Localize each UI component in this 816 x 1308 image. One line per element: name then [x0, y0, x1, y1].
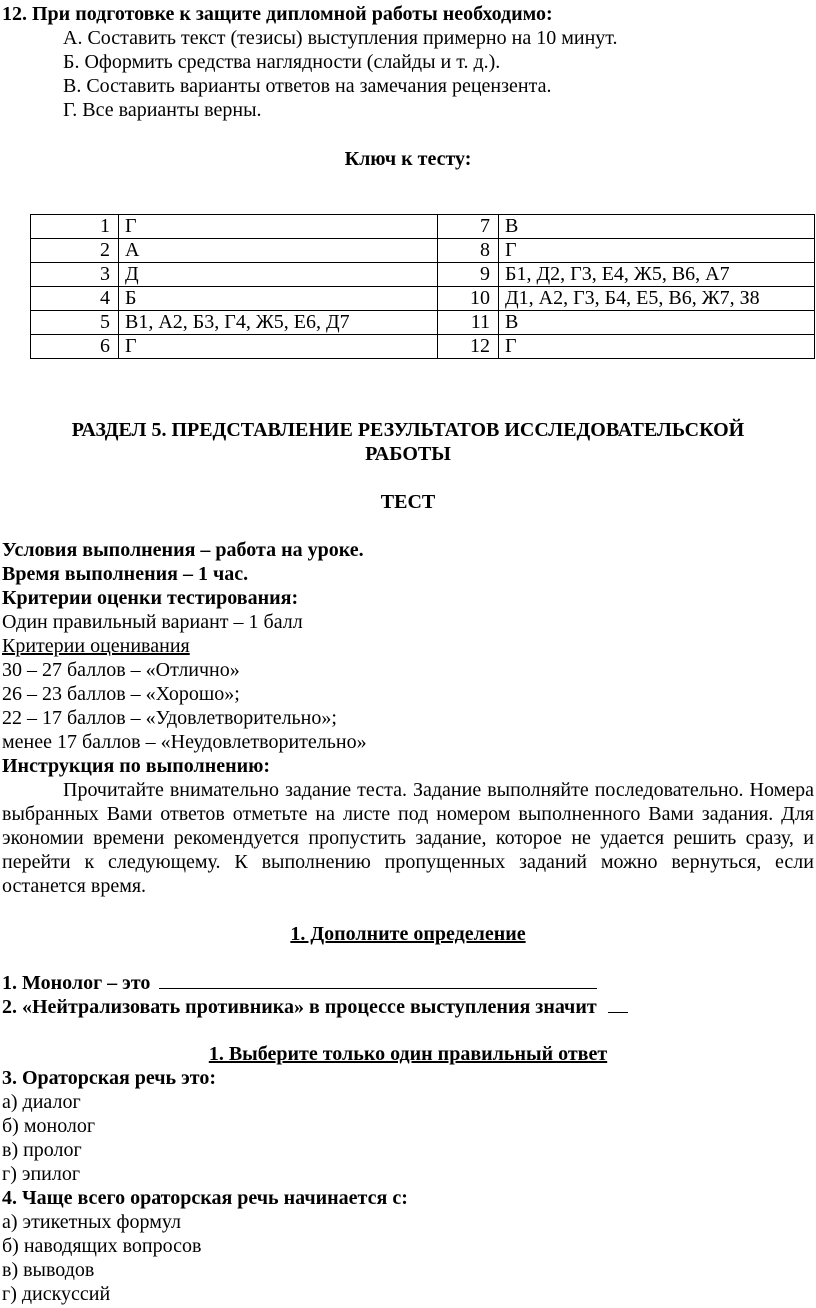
question-2-text: 2. «Нейтрализовать противника» в процессе выступления значит	[2, 996, 597, 1018]
q3-option-d: г) эпилог	[2, 1163, 81, 1185]
grade-good: 26 – 23 баллов – «Хорошо»;	[2, 683, 240, 705]
question-12: 12. При подготовке к защите дипломной работы необходимо:	[2, 3, 553, 25]
q4-option-a: а) этикетных формул	[2, 1211, 181, 1233]
part1-heading: 1. Дополните определение	[290, 923, 526, 945]
grade-satisfactory: 22 – 17 баллов – «Удовлетворительно»;	[2, 707, 337, 729]
question-1-text: 1. Монолог – это	[2, 972, 151, 994]
key-answer-cell: В	[499, 311, 815, 335]
q3-option-c: в) пролог	[2, 1139, 82, 1161]
key-number-cell: 8	[438, 239, 499, 263]
test-heading: ТЕСТ	[380, 491, 436, 513]
answer-blank-2[interactable]	[608, 994, 628, 1013]
key-answer-cell: А	[119, 239, 438, 263]
question-1	[2, 970, 597, 995]
time-text: Время выполнения – 1 час.	[2, 563, 249, 585]
conditions-text: Условия выполнения – работа на уроке.	[2, 539, 364, 561]
question-3: 3. Ораторская речь это:	[2, 1067, 216, 1089]
instruction-heading: Инструкция по выполнению:	[2, 755, 271, 777]
key-number-cell: 2	[31, 239, 119, 263]
criteria-heading: Критерии оценки тестирования:	[2, 587, 299, 609]
key-answer-cell: В1, А2, Б3, Г4, Ж5, Е6, Д7	[119, 311, 438, 335]
key-number-cell: 10	[438, 287, 499, 311]
q3-option-b: б) монолог	[2, 1115, 96, 1137]
key-answer-cell: Б	[119, 287, 438, 311]
section-title-line2: РАБОТЫ	[365, 443, 451, 465]
key-number-cell: 5	[31, 311, 119, 335]
q4-option-c: в) выводов	[2, 1259, 95, 1281]
key-answer-cell: Д1, А2, Г3, Б4, Е5, В6, Ж7, З8	[499, 287, 815, 311]
key-number-cell: 3	[31, 263, 119, 287]
section-title-line1: РАЗДЕЛ 5. ПРЕДСТАВЛЕНИЕ РЕЗУЛЬТАТОВ ИССЛЕДОВАТЕЛЬСКОЙ	[71, 419, 745, 441]
key-number-cell: 4	[31, 287, 119, 311]
q12-option-c: В. Составить варианты ответов на замечания рецензента.	[63, 75, 552, 97]
key-answer-cell: Г	[499, 335, 815, 359]
q12-option-a: А. Составить текст (тезисы) выступления примерно на 10 минут.	[63, 27, 618, 49]
question-4: 4. Чаще всего ораторская речь начинается с:	[2, 1187, 408, 1209]
key-answer-cell: Г	[119, 335, 438, 359]
answer-key-row	[31, 239, 815, 263]
question-2	[2, 994, 628, 1019]
q3-option-a: а) диалог	[2, 1091, 81, 1113]
grade-excellent: 30 – 27 баллов – «Отлично»	[2, 659, 240, 681]
q12-option-d: Г. Все варианты верны.	[63, 99, 262, 121]
answer-blank-1[interactable]	[159, 970, 597, 989]
answer-key-table	[30, 214, 815, 359]
grading-heading: Критерии оценивания	[2, 635, 190, 657]
answer-key-row	[31, 287, 815, 311]
answer-key-row	[31, 311, 815, 335]
key-number-cell: 12	[438, 335, 499, 359]
key-number-cell: 6	[31, 335, 119, 359]
key-answer-cell: Б1, Д2, Г3, Е4, Ж5, В6, А7	[499, 263, 815, 287]
key-number-cell: 1	[31, 215, 119, 239]
key-answer-cell: Г	[119, 215, 438, 239]
q12-option-b: Б. Оформить средства наглядности (слайды и т. д.).	[63, 51, 501, 73]
q4-option-d: г) дискуссий	[2, 1283, 111, 1305]
answer-key-row	[31, 215, 815, 239]
grade-unsatisfactory: менее 17 баллов – «Неудовлетворительно»	[2, 731, 367, 753]
key-answer-cell: Г	[499, 239, 815, 263]
answer-key-row	[31, 335, 815, 359]
answer-key-row	[31, 263, 815, 287]
part2-heading: 1. Выберите только один правильный ответ	[208, 1043, 608, 1065]
key-number-cell: 9	[438, 263, 499, 287]
key-number-cell: 11	[438, 311, 499, 335]
key-number-cell: 7	[438, 215, 499, 239]
key-answer-cell: Д	[119, 263, 438, 287]
one-point-text: Один правильный вариант – 1 балл	[2, 611, 303, 633]
q4-option-b: б) наводящих вопросов	[2, 1235, 202, 1257]
key-answer-cell: В	[499, 215, 815, 239]
instruction-text: Прочитайте внимательно задание теста. Задание выполняйте последовательно. Номера выбранных Вами ответов отметьте на листе под номером выполненного Вами задания. Для экономии времени рекомендуется пропустить задание, которое не удается решить сразу, и перейти к следующему. К выполнению пропущенных заданий можно вернуться, если останется время.	[2, 779, 814, 897]
answer-key-title: Ключ к тесту:	[344, 148, 472, 170]
